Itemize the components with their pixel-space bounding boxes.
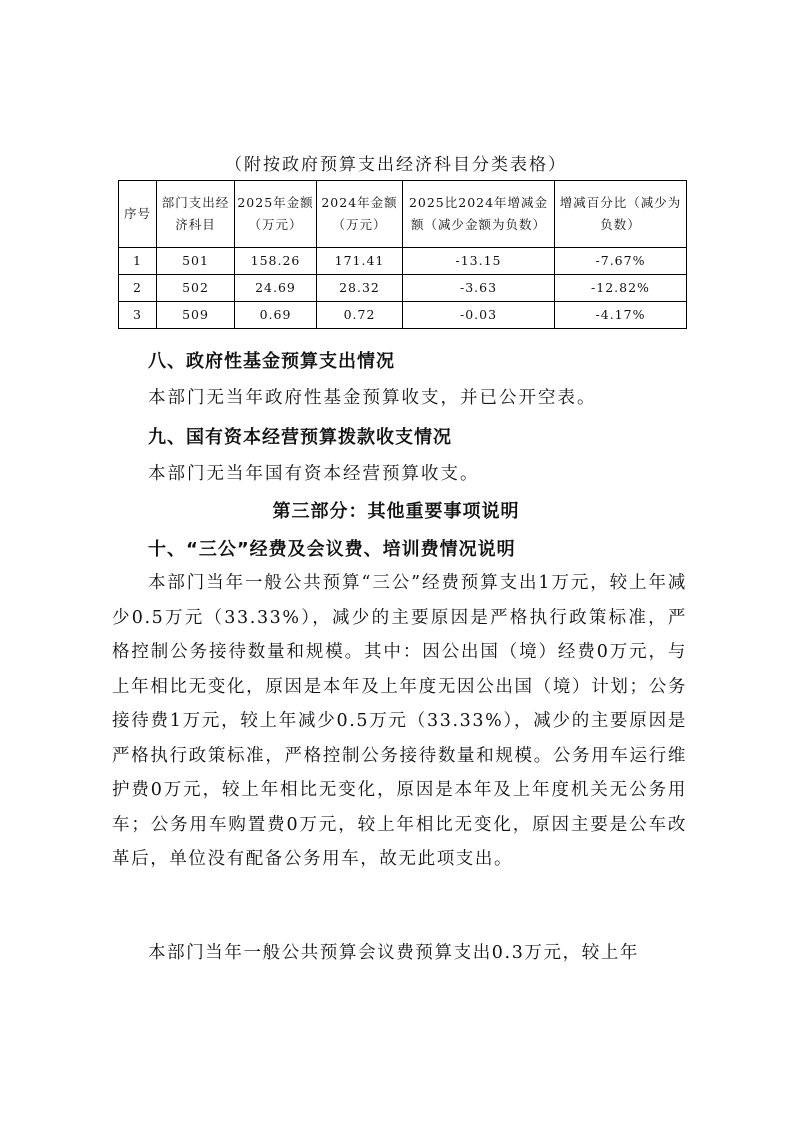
cell-subject: 509	[157, 302, 235, 329]
cell-index: 2	[119, 275, 157, 302]
cell-percent: -7.67%	[555, 248, 687, 275]
section8-heading: 八、政府性基金预算支出情况	[148, 351, 395, 372]
header-2024-amount: 2024年金额（万元）	[317, 181, 403, 248]
section10-paragraph-2: 本部门当年一般公共预算会议费预算支出0.3万元，较上年	[148, 943, 640, 963]
cell-subject: 502	[157, 275, 235, 302]
cell-2025: 158.26	[235, 248, 317, 275]
cell-percent: -12.82%	[555, 275, 687, 302]
header-index: 序号	[119, 181, 157, 248]
cell-2025: 24.69	[235, 275, 317, 302]
cell-subject: 501	[157, 248, 235, 275]
header-subject: 部门支出经济科目	[157, 181, 235, 248]
section8-text: 本部门无当年政府性基金预算收支，并已公开空表。	[148, 388, 597, 408]
cell-change: -3.63	[403, 275, 555, 302]
section9-heading: 九、国有资本经营预算拨款收支情况	[148, 427, 452, 448]
cell-change: -0.03	[403, 302, 555, 329]
table-header-row	[119, 181, 687, 248]
cell-change: -13.15	[403, 248, 555, 275]
header-change-amount: 2025比2024年增减金额（减少金额为负数）	[403, 181, 555, 248]
economic-classification-table	[118, 180, 687, 329]
section10-heading: 十、“三公”经费及会议费、培训费情况说明	[148, 539, 516, 560]
table-row	[119, 248, 687, 275]
table-caption: （附按政府预算支出经济科目分类表格）	[225, 155, 567, 175]
part3-heading: 第三部分：其他重要事项说明	[272, 501, 520, 522]
header-change-percent: 增减百分比（减少为负数）	[555, 181, 687, 248]
header-2025-amount: 2025年金额（万元）	[235, 181, 317, 248]
cell-index: 1	[119, 248, 157, 275]
cell-index: 3	[119, 302, 157, 329]
table-row	[119, 275, 687, 302]
cell-2024: 171.41	[317, 248, 403, 275]
section10-paragraph-1: 本部门当年一般公共预算“三公”经费预算支出1万元，较上年减少0.5万元（33.33%），减少的主要原因是严格执行政策标准，严格控制公务接待数量和规模。其中：因公出国（境）经费0万元，与上年相比无变化，原因是本年及上年度无因公出国（境）计划；公务接待费1万元，较上年减少0.5万元（33.33%），减少的主要原因是严格执行政策标准，严格控制公务接待数量和规模。公务用车运行维护费0万元，较上年相比无变化，原因是本年及上年度机关无公务用车；公务用车购置费0万元，较上年相比无变化，原因主要是公车改革后，单位没有配备公务用车，故无此项支出。	[112, 573, 687, 869]
cell-2025: 0.69	[235, 302, 317, 329]
section9-text: 本部门无当年国有资本经营预算收支。	[148, 464, 480, 484]
cell-2024: 28.32	[317, 275, 403, 302]
cell-percent: -4.17%	[555, 302, 687, 329]
cell-2024: 0.72	[317, 302, 403, 329]
table-row	[119, 302, 687, 329]
